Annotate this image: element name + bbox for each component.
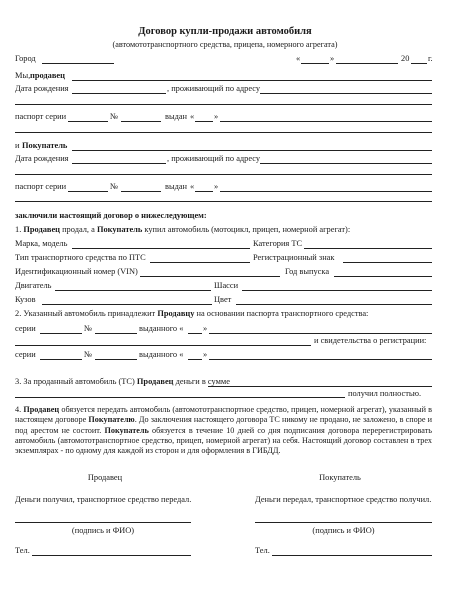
pts-issued-by-line[interactable] <box>209 333 432 334</box>
seller-issued-by-line[interactable] <box>220 121 432 122</box>
seller-issued-quote-open: « <box>190 112 195 121</box>
clause3-text-end: деньги в сумме <box>175 377 230 386</box>
seller-name-line[interactable] <box>72 80 432 81</box>
buyer-issued-by-line-2[interactable] <box>15 201 432 202</box>
seller-phone-label: Тел. <box>15 546 30 555</box>
reg-series-line[interactable] <box>40 359 82 360</box>
clause1-num: 1. <box>15 225 22 234</box>
clause1-seller-role: Продавец <box>23 225 60 234</box>
clause2-sentence <box>15 309 368 319</box>
pts-issued-day-line[interactable] <box>188 333 202 334</box>
seller-birth-line[interactable] <box>72 93 166 94</box>
engine-line[interactable] <box>55 290 211 291</box>
buyer-residing-label: , проживающий по адресу <box>167 154 261 163</box>
color-label: Цвет <box>214 295 232 304</box>
vin-line[interactable] <box>140 276 280 277</box>
buyer-passport-label: паспорт серии <box>15 182 67 191</box>
clause4-part2: . До заключения настоящего договора ТС никому не продано, не заложено, в споре и под арестом не состоит. <box>15 415 433 435</box>
vehicle-type-label: Тип транспортного средства по ПТС <box>15 253 146 262</box>
document-title: Договор купли-продажи автомобиля <box>138 26 312 37</box>
reg-sign-label: Регистрационный знак <box>253 253 335 262</box>
seller-issued-quote-close: » <box>214 112 219 121</box>
pts-number-line[interactable] <box>95 333 137 334</box>
buyer-issued-quote-close: » <box>214 182 219 191</box>
clause1-sentence <box>15 225 350 235</box>
reg-issued-by-line[interactable] <box>209 359 432 360</box>
reg-number-label: № <box>84 350 92 359</box>
reg-series-label: серии <box>15 350 36 359</box>
vehicle-type-line[interactable] <box>150 262 250 263</box>
reg-issued-label: выданного « <box>139 350 184 359</box>
buyer-issued-label: выдан <box>165 182 188 191</box>
buyer-issued-by-line[interactable] <box>220 191 432 192</box>
body-label: Кузов <box>15 295 36 304</box>
clause3-sentence <box>15 377 230 387</box>
seller-passport-number-line[interactable] <box>121 121 161 122</box>
document-subtitle: (автомототранспортного средства, прицепа, номерного агрегата) <box>112 40 338 49</box>
seller-issued-label: выдан <box>165 112 188 121</box>
seller-address-line-2[interactable] <box>15 104 432 105</box>
pts-issued-by-line-2[interactable] <box>15 345 311 346</box>
engine-label: Двигатель <box>15 281 52 290</box>
clause4-buyer-role-2: Покупатель <box>104 425 149 435</box>
date-month-line[interactable] <box>336 63 398 64</box>
make-line[interactable] <box>72 248 250 249</box>
seller-sign-heading: Продавец <box>87 473 123 482</box>
clause1-text-mid: продал, а <box>62 225 95 234</box>
buyer-name-line[interactable] <box>72 150 432 151</box>
amount-line[interactable] <box>208 386 432 387</box>
clause1-text-end: купил автомобиль (мотоцикл, прицеп, номерной агрегат): <box>144 225 351 234</box>
seller-address-line-1[interactable] <box>260 93 432 94</box>
seller-issued-day-line[interactable] <box>195 121 213 122</box>
chassis-label: Шасси <box>214 281 239 290</box>
clause4-num: 4. <box>15 405 22 414</box>
year-suffix: г. <box>428 54 433 63</box>
buyer-address-line-1[interactable] <box>260 163 432 164</box>
buyer-phone-line[interactable] <box>272 555 432 556</box>
chassis-line[interactable] <box>242 290 432 291</box>
pts-series-label: серии <box>15 324 36 333</box>
pts-issued-quote-close: » <box>203 324 208 333</box>
clause4-paragraph <box>15 405 432 456</box>
body-line[interactable] <box>42 304 212 305</box>
category-label: Категория ТС <box>253 239 303 248</box>
seller-sign-statement: Деньги получил, транспортное средство передал. <box>15 495 192 504</box>
clause3-seller-role: Продавец <box>136 377 174 386</box>
registration-label: и свидетельства о регистрации: <box>314 336 427 345</box>
buyer-passport-series-line[interactable] <box>68 191 108 192</box>
buyer-role: Покупатель <box>22 141 68 150</box>
vin-label: Идентификационный номер (VIN) <box>15 267 138 276</box>
buyer-passport-number-line[interactable] <box>121 191 161 192</box>
seller-birth-label: Дата рождения <box>15 84 69 93</box>
seller-number-label: № <box>110 112 118 121</box>
amount-words-line[interactable] <box>15 397 345 398</box>
clause2-num: 2. <box>15 309 22 318</box>
seller-passport-series-line[interactable] <box>68 121 108 122</box>
clause2-text-end: на основании паспорта транспортного средства: <box>196 309 369 318</box>
clause4-buyer-role: Покупателю <box>88 415 135 425</box>
buyer-signature-line[interactable] <box>255 522 432 523</box>
buyer-address-line-2[interactable] <box>15 174 432 175</box>
color-line[interactable] <box>236 304 432 305</box>
reg-issued-day-line[interactable] <box>188 359 202 360</box>
buyer-birth-label: Дата рождения <box>15 154 69 163</box>
seller-issued-by-line-2[interactable] <box>15 132 432 133</box>
date-day-line[interactable] <box>301 63 329 64</box>
seller-residing-label: , проживающий по адресу <box>167 84 261 93</box>
reg-number-line[interactable] <box>95 359 137 360</box>
we-text: Мы, <box>15 71 31 80</box>
buyer-issued-day-line[interactable] <box>195 191 213 192</box>
buyer-issued-quote-open: « <box>190 182 195 191</box>
pts-series-line[interactable] <box>40 333 82 334</box>
buyer-phone-label: Тел. <box>255 546 270 555</box>
city-line[interactable] <box>42 63 114 64</box>
city-label: Город <box>15 54 36 63</box>
year-line[interactable] <box>334 276 432 277</box>
buyer-sign-heading: Покупатель <box>319 473 361 482</box>
reg-issued-quote-close: » <box>203 350 208 359</box>
category-line[interactable] <box>304 248 432 249</box>
date-year-line[interactable] <box>411 63 427 64</box>
date-quote-close: » <box>330 54 335 63</box>
seller-role: продавец <box>30 71 65 80</box>
date-quote-open: « <box>296 54 301 63</box>
received-fully: получил полностью. <box>348 389 422 398</box>
clause2-seller-role: Продавцу <box>157 309 195 318</box>
buyer-birth-line[interactable] <box>72 163 166 164</box>
seller-sign-caption: (подпись и ФИО) <box>71 526 135 535</box>
clause4-seller-role: Продавец <box>23 405 60 414</box>
clause1-buyer-role: Покупатель <box>96 225 143 234</box>
clause2-text-start: Указанный автомобиль принадлежит <box>23 309 156 318</box>
buyer-number-label: № <box>110 182 118 191</box>
agreement-intro: заключили настоящий договор о нижеследующем: <box>15 211 207 220</box>
reg-sign-line[interactable] <box>343 262 432 263</box>
buyer-sign-statement: Деньги передал, транспортное средство получил. <box>255 495 432 504</box>
seller-passport-label: паспорт серии <box>15 112 67 121</box>
clause3-num: 3. <box>15 377 22 386</box>
clause4-part3: обязуется в течение 10 дней со дня подписания договора перерегистрировать автомобиль (автомототранспортное средство, прицеп, номерной агрегат) на себя. Настоящий договор составлен в трех экземплярах - по одному для каждой из сторон и для оформления в ГИБДД. <box>15 425 433 456</box>
pts-issued-label: выданного « <box>139 324 184 333</box>
buyer-sign-caption: (подпись и ФИО) <box>312 526 375 535</box>
pts-number-label: № <box>84 324 92 333</box>
make-label: Марка, модель <box>15 239 68 248</box>
seller-phone-line[interactable] <box>32 555 191 556</box>
year-label: Год выпуска <box>285 267 330 276</box>
and-text: и <box>15 141 20 150</box>
seller-signature-line[interactable] <box>15 522 191 523</box>
year-prefix: 20 <box>401 54 410 63</box>
clause4-part1: обязуется передать автомобиль (автомототранспортное средство, прицеп, номерной агрегат), указанный в настоящем договоре <box>15 405 433 425</box>
clause3-text-start: За проданный автомобиль (ТС) <box>23 377 135 386</box>
